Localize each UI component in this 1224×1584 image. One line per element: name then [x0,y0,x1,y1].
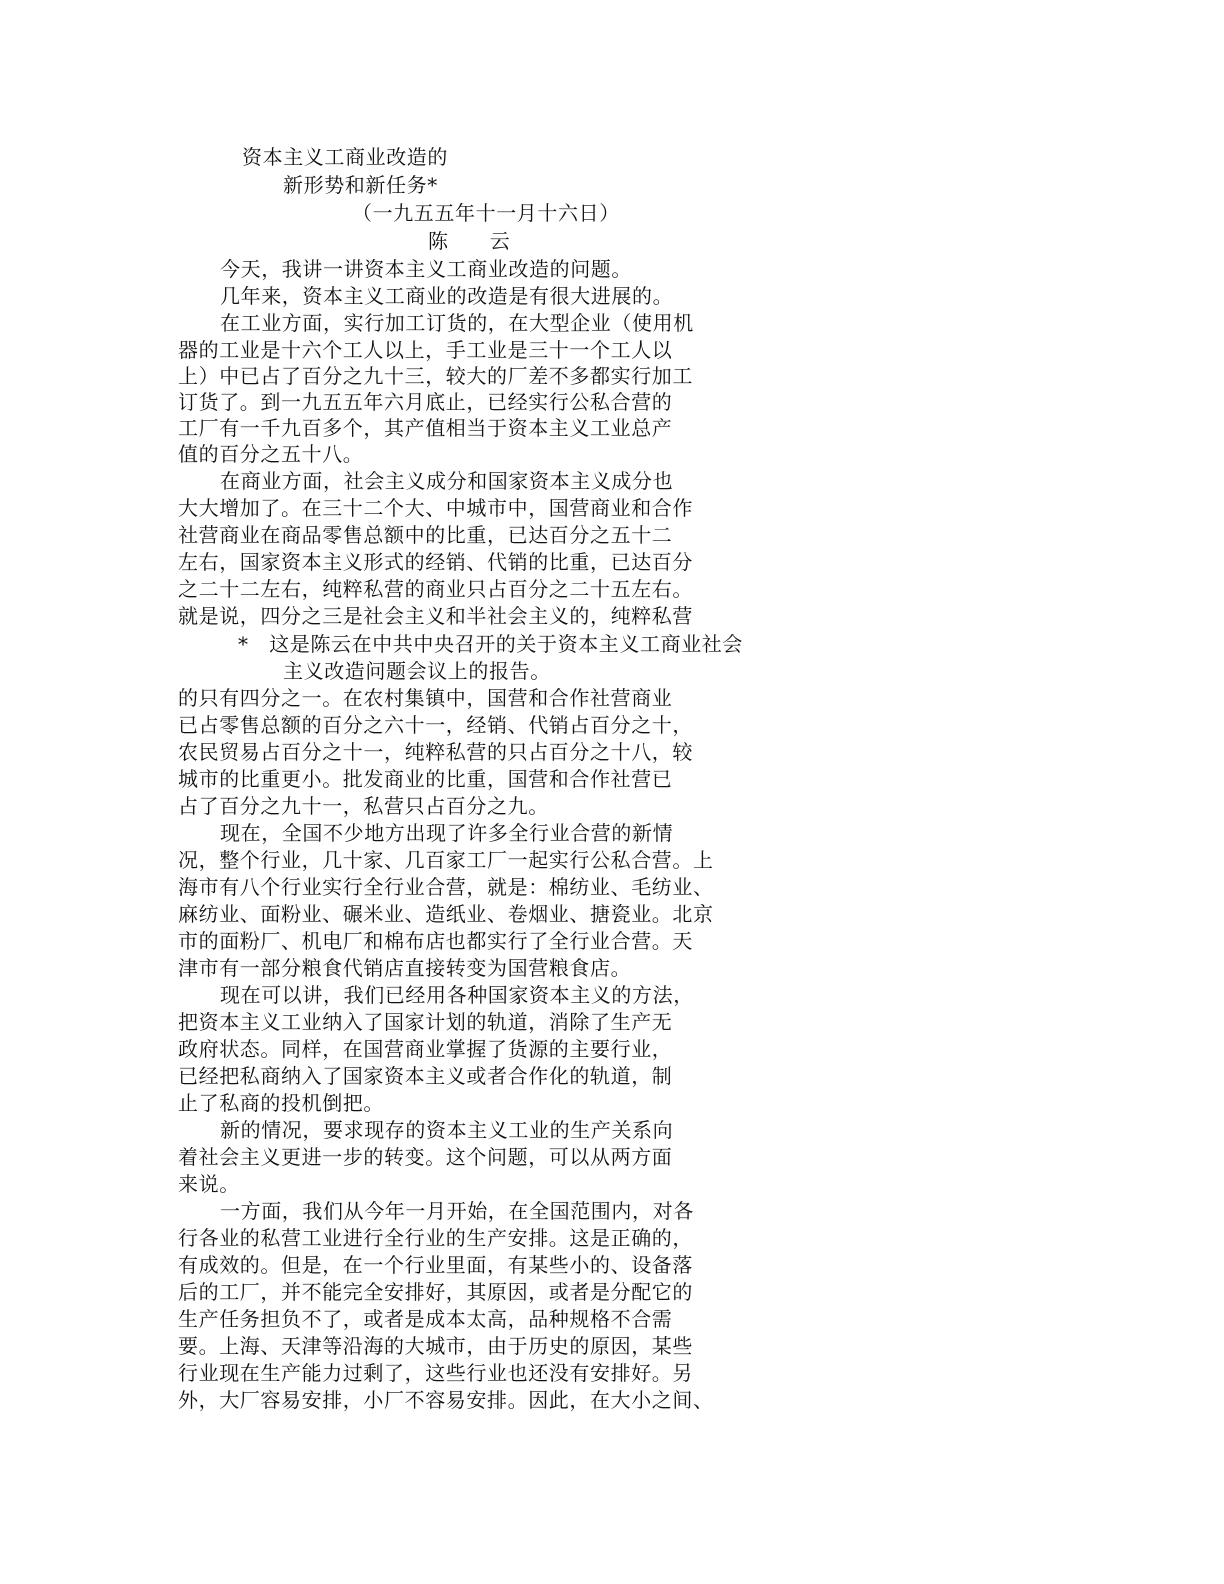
body-line: 市的面粉厂、机电厂和棉布店也都实行了全行业合营。天 [178,929,693,953]
body-line: 止了私商的投机倒把。 [178,1091,384,1115]
body-line: 在商业方面，社会主义成分和国家资本主义成分也 [220,469,674,493]
body-line: 来说。 [178,1172,240,1196]
body-line: 今天，我讲一讲资本主义工商业改造的问题。 [220,257,632,281]
body-line: 大大增加了。在三十二个大、中城市中，国营商业和合作 [178,496,693,520]
body-line: 一方面，我们从今年一月开始，在全国范围内，对各 [220,1199,694,1223]
body-line: 已占零售总额的百分之六十一，经销、代销占百分之十， [178,713,693,737]
date-line: （一九五五年十一月十六日） [352,201,620,225]
body-line: 津市有一部分粮食代销店直接转变为国营粮食店。 [178,956,632,980]
body-line: 城市的比重更小。批发商业的比重，国营和合作社营已 [178,767,673,791]
title-line-1: 资本主义工商业改造的 [242,145,448,169]
body-line: 左右，国家资本主义形式的经销、代销的比重，已达百分 [178,550,693,574]
body-line: 麻纺业、面粉业、碾米业、造纸业、卷烟业、搪瓷业。北京 [178,902,714,926]
body-line: 订货了。到一九五五年六月底止，已经实行公私合营的 [178,390,673,414]
body-line: 要。上海、天津等沿海的大城市，由于历史的原因，某些 [178,1334,693,1358]
body-line: 值的百分之五十八。 [178,442,364,466]
body-line: 生产任务担负不了，或者是成本太高，品种规格不合需 [178,1307,673,1331]
body-line: 现在可以讲，我们已经用各种国家资本主义的方法， [220,983,694,1007]
body-line: 已经把私商纳入了国家资本主义或者合作化的轨道，制 [178,1064,673,1088]
body-line: 后的工厂，并不能完全安排好，其原因，或者是分配它的 [178,1280,693,1304]
body-line: 的只有四分之一。在农村集镇中，国营和合作社营商业 [178,686,673,710]
footnote-line-1: * 这是陈云在中共中央召开的关于资本主义工商业社会 [238,632,743,656]
title-line-2: 新形势和新任务* [283,173,438,197]
body-line: 行各业的私营工业进行全行业的生产安排。这是正确的， [178,1226,693,1250]
body-line: 有成效的。但是，在一个行业里面，有某些小的、设备落 [178,1253,693,1277]
body-line: 工厂有一千九百多个，其产值相当于资本主义工业总产 [178,416,673,440]
body-line: 农民贸易占百分之十一，纯粹私营的只占百分之十八，较 [178,740,693,764]
body-line: 之二十二左右，纯粹私营的商业只占百分之二十五左右。 [178,577,693,601]
body-line: 外，大厂容易安排，小厂不容易安排。因此，在大小之间、 [178,1388,714,1412]
body-line: 占了百分之九十一，私营只占百分之九。 [178,794,549,818]
body-line: 在工业方面，实行加工订货的，在大型企业（使用机 [220,311,694,335]
body-line: 把资本主义工业纳入了国家计划的轨道，消除了生产无 [178,1010,673,1034]
body-line: 海市有八个行业实行全行业合营，就是：棉纺业、毛纺业、 [178,875,714,899]
body-line: 上）中已占了百分之九十三，较大的厂差不多都实行加工 [178,364,693,388]
author-line: 陈 云 [428,229,511,253]
body-line: 社营商业在商品零售总额中的比重，已达百分之五十二 [178,523,673,547]
body-line: 政府状态。同样，在国营商业掌握了货源的主要行业， [178,1037,673,1061]
body-line: 行业现在生产能力过剩了，这些行业也还没有安排好。另 [178,1361,693,1385]
body-line: 就是说，四分之三是社会主义和半社会主义的，纯粹私营 [178,604,693,628]
body-line: 新的情况，要求现存的资本主义工业的生产关系向 [220,1118,674,1142]
body-line: 况，整个行业，几十家、几百家工厂一起实行公私合营。上 [178,848,714,872]
body-line: 器的工业是十六个工人以上，手工业是三十一个工人以 [178,338,673,362]
body-line: 现在，全国不少地方出现了许多全行业合营的新情 [220,821,674,845]
body-line: 着社会主义更进一步的转变。这个问题，可以从两方面 [178,1145,673,1169]
body-line: 几年来，资本主义工商业的改造是有很大进展的。 [220,284,674,308]
footnote-line-2: 主义改造问题会议上的报告。 [283,659,551,683]
